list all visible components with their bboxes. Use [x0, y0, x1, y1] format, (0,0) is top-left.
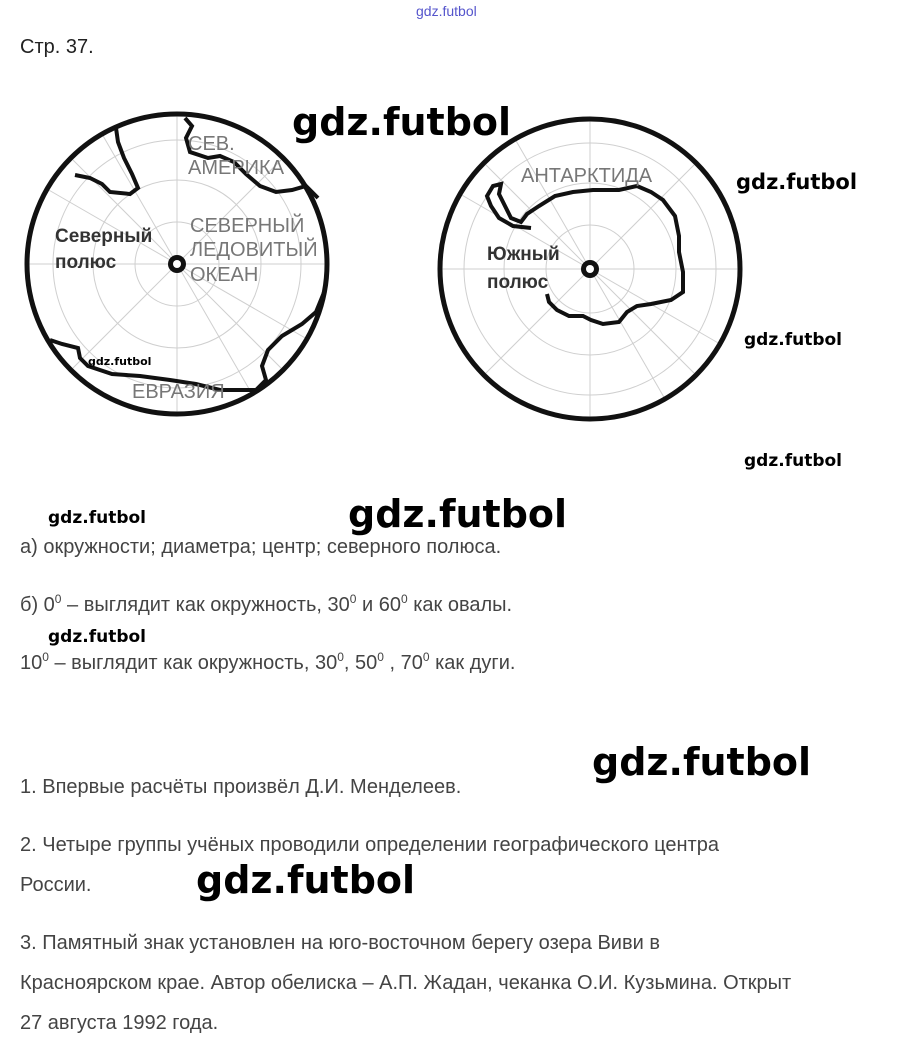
answer-a: а) окружности; диаметра; центр; северного полюса.: [20, 536, 502, 558]
paragraph-3-line-3: 27 августа 1992 года.: [20, 1012, 219, 1034]
watermark-small-1: gdz.futbol: [744, 330, 842, 350]
label-eurasia: ЕВРАЗИЯ: [132, 381, 225, 403]
watermark-tiny-1: gdz.futbol: [88, 355, 152, 368]
label-sev: СЕВ.: [188, 133, 235, 155]
label-america: АМЕРИКА: [188, 157, 285, 179]
label-north-pole-1: Северный: [55, 226, 153, 247]
watermark-top: gdz.futbol: [416, 3, 477, 19]
label-ocean-1: СЕВЕРНЫЙ: [190, 215, 305, 237]
paragraph-1: 1. Впервые расчёты произвёл Д.И. Менделеев.: [20, 776, 462, 798]
watermark-small-3: gdz.futbol: [48, 508, 146, 528]
watermark-large-4: gdz.futbol: [196, 858, 416, 902]
watermark-medium-1: gdz.futbol: [736, 170, 858, 194]
paragraph-2-line-1: 2. Четыре группы учёных проводили определении географического центра: [20, 834, 719, 856]
paragraph-3-line-2: Красноярском крае. Автор обелиска – А.П. Жадан, чеканка О.И. Кузьмина. Открыт: [20, 972, 792, 994]
label-ocean-2: ЛЕДОВИТЫЙ: [190, 239, 318, 261]
watermark-small-2: gdz.futbol: [744, 451, 842, 471]
north-pole-map: [20, 100, 350, 430]
paragraph-3-line-1: 3. Памятный знак установлен на юго-восточном берегу озера Виви в: [20, 932, 660, 954]
label-south-pole-2: полюс: [487, 272, 549, 293]
paragraph-2-line-2: России.: [20, 874, 92, 896]
watermark-large-1: gdz.futbol: [292, 100, 512, 144]
answer-c: $10^0$ – выглядит как окружность, $30^0$, $50^0$ , $70^0$ как дуги.: [20, 650, 516, 674]
coastline-america-west: [75, 128, 138, 194]
watermark-large-3: gdz.futbol: [592, 740, 812, 784]
south-pole-map: [423, 110, 753, 440]
watermark-large-2: gdz.futbol: [348, 492, 568, 536]
answer-b: б) $0^0$ – выглядит как окружность, $30^0$ и $60^0$ как овалы.: [20, 592, 513, 616]
label-ocean-3: ОКЕАН: [190, 264, 259, 286]
label-north-pole-2: полюс: [55, 252, 117, 273]
label-antarctica: АНТАРКТИДА: [521, 165, 653, 187]
page-number: Стр. 37.: [20, 36, 94, 58]
label-south-pole-1: Южный: [487, 244, 560, 265]
watermark-small-4: gdz.futbol: [48, 627, 146, 647]
